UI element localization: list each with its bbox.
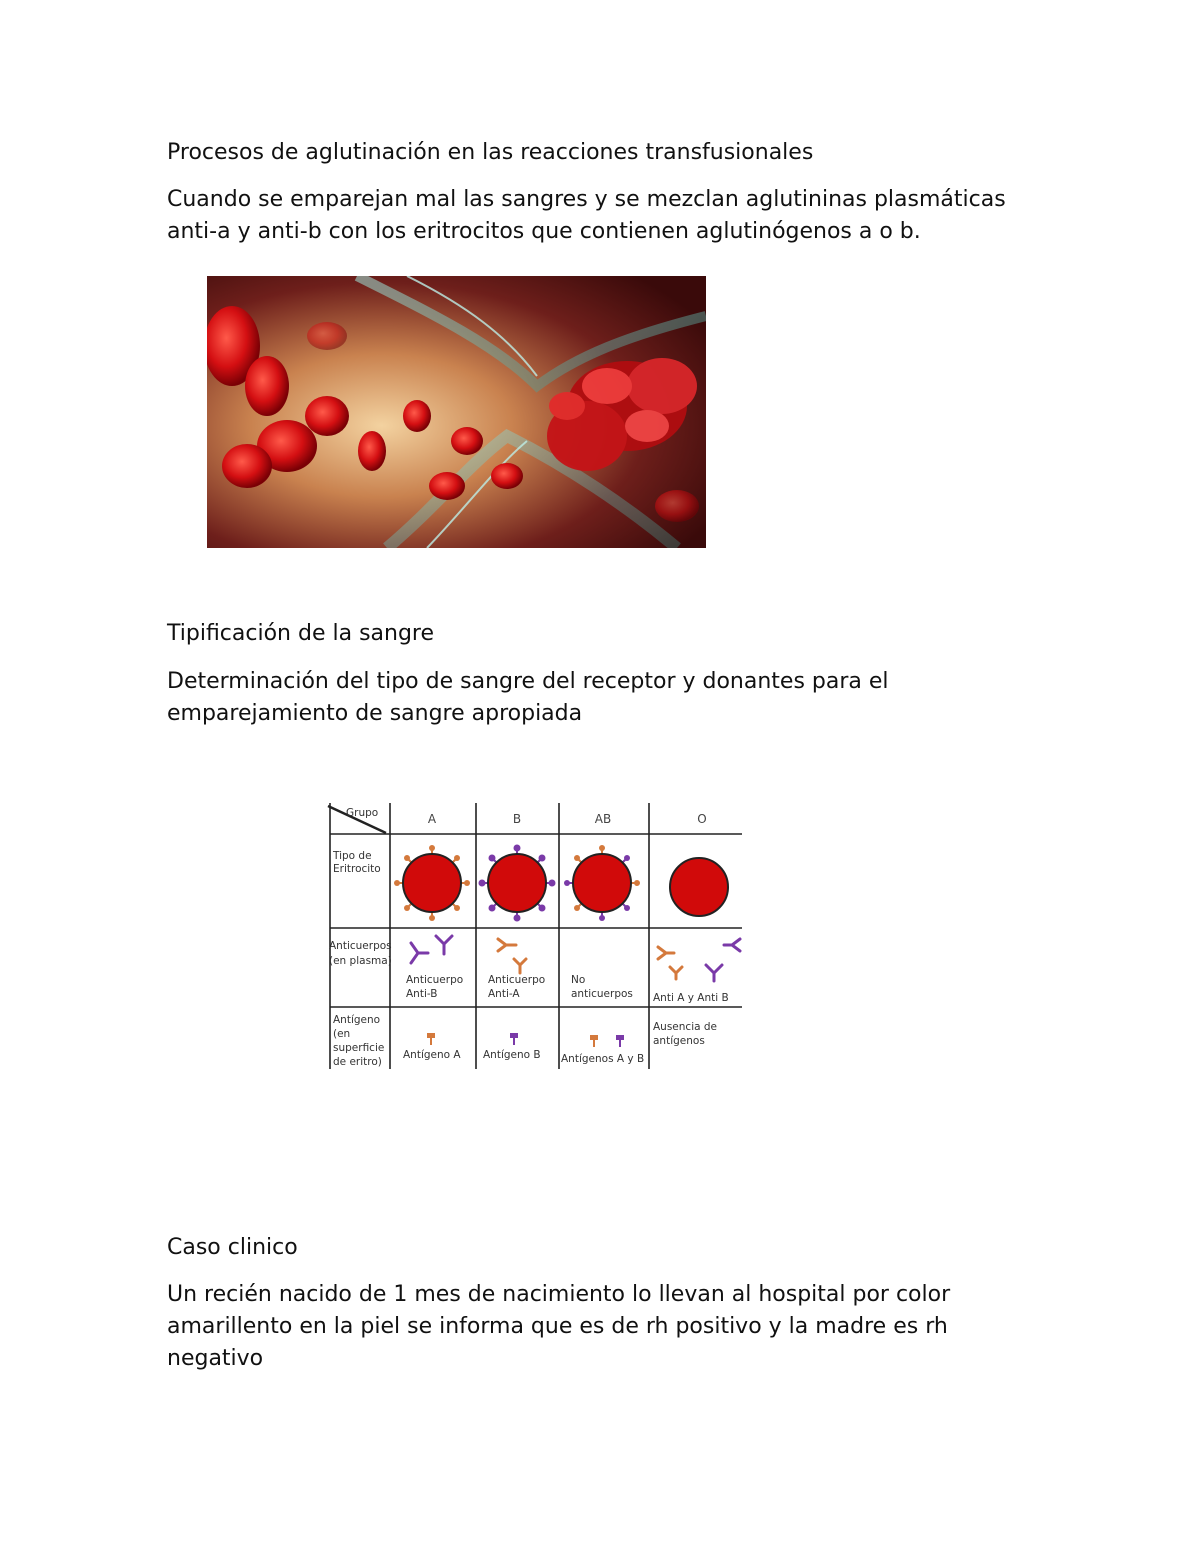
group-header-o: O bbox=[697, 812, 707, 826]
antigen-text-o-1: Ausencia de bbox=[653, 1021, 718, 1033]
blood-group-table bbox=[326, 803, 742, 1071]
erythrocyte-a-icon bbox=[394, 845, 470, 921]
antigen-a-icon bbox=[427, 1033, 435, 1045]
antibody-text-ab-1: No bbox=[571, 974, 586, 986]
section2-heading: Tipificación de la sangre bbox=[167, 621, 435, 646]
section1-body: Cuando se emparejan mal las sangres y se mezclan aglutininas plasmáticas anti-a y anti-b con los eritrocitos que contienen aglutinógenos a o b. bbox=[167, 187, 1006, 244]
erythrocyte-o-icon bbox=[670, 858, 728, 916]
group-header-ab: AB bbox=[594, 812, 612, 826]
table-corner-label: Grupo bbox=[346, 807, 379, 819]
section1-heading: Procesos de aglutinación en las reacciones transfusionales bbox=[167, 140, 814, 165]
antigen-b-icon bbox=[510, 1033, 518, 1045]
row-label-antibodies-2: (en plasma) bbox=[329, 955, 392, 967]
row-label-antigen-3: superficie bbox=[333, 1042, 385, 1054]
row-label-erythrocyte-1: Tipo de bbox=[333, 850, 372, 862]
antigen-text-o-2: antígenos bbox=[653, 1035, 705, 1047]
antibody-text-b-1: Anticuerpo bbox=[488, 974, 546, 986]
antibody-text-a-1: Anticuerpo bbox=[406, 974, 464, 986]
section3-body: Un recién nacido de 1 mes de nacimiento lo llevan al hospital por color amarillento en la piel se informa que es de rh positivo y la madre es rh negativo bbox=[167, 1282, 951, 1371]
agglutination-illustration bbox=[207, 276, 706, 548]
section2-body: Determinación del tipo de sangre del receptor y donantes para el emparejamiento de sangre apropiada bbox=[167, 669, 889, 726]
row-label-antigen-2: (en bbox=[333, 1028, 351, 1040]
antigen-text-a: Antígeno A bbox=[403, 1049, 461, 1061]
antibody-anti-a-icon bbox=[498, 939, 526, 973]
section3-heading: Caso clinico bbox=[167, 1235, 298, 1260]
row-label-antigen-1: Antígeno bbox=[333, 1014, 381, 1026]
antibody-anti-a-and-b-icon bbox=[658, 939, 740, 981]
row-label-antibodies-1: Anticuerpos bbox=[329, 940, 392, 952]
group-header-a: A bbox=[427, 812, 437, 826]
antibody-text-a-2: Anti-B bbox=[406, 988, 438, 1000]
antibody-anti-b-icon bbox=[411, 936, 452, 963]
group-header-b: B bbox=[512, 812, 522, 826]
antigen-text-ab: Antígenos A y B bbox=[561, 1053, 645, 1065]
antigen-a-and-b-icon bbox=[590, 1035, 624, 1047]
row-label-erythrocyte-2: Eritrocito bbox=[333, 863, 381, 875]
erythrocyte-ab-icon bbox=[564, 845, 640, 921]
antibody-text-ab-2: anticuerpos bbox=[571, 988, 633, 1000]
erythrocyte-b-icon bbox=[479, 845, 556, 922]
row-label-antigen-4: de eritro) bbox=[333, 1056, 382, 1068]
antibody-text-b-2: Anti-A bbox=[488, 988, 520, 1000]
antigen-text-b: Antígeno B bbox=[483, 1049, 541, 1061]
antibody-text-o: Anti A y Anti B bbox=[653, 992, 729, 1004]
